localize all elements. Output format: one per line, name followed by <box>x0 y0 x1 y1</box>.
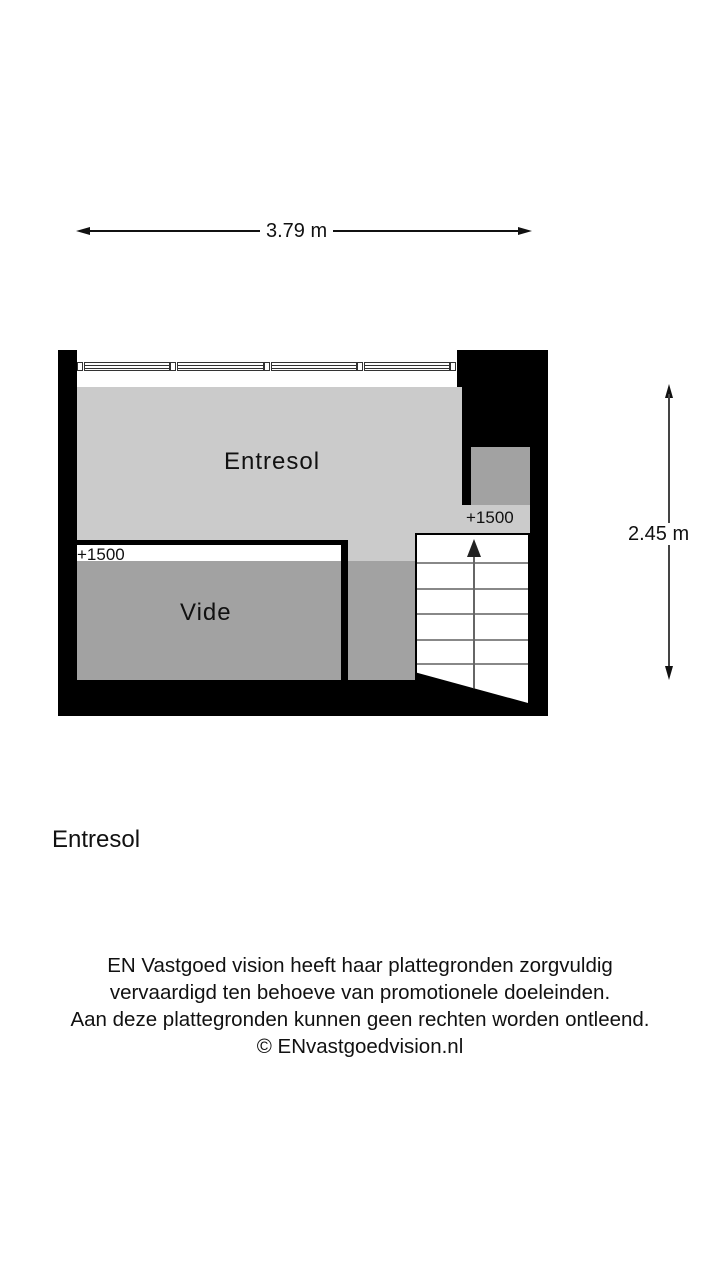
copyright-line: © ENvastgoedvision.nl <box>256 1035 464 1058</box>
room-label-entresol: Entresol <box>224 448 321 475</box>
level-label-vide-edge: +1500 <box>77 545 125 564</box>
lower-floor <box>348 561 416 680</box>
arrow-right-icon <box>518 227 532 235</box>
staircase-treads <box>417 535 528 703</box>
floor-plan <box>58 350 548 716</box>
disclaimer-line-2: vervaardigd ten behoeve van promotionele doeleinden. <box>109 981 611 1004</box>
room-label-vide: Vide <box>180 599 232 626</box>
disclaimer-line-3: Aan deze plattegronden kunnen geen rechten worden ontleend. <box>70 1008 650 1031</box>
disclaimer-line-1: EN Vastgoed vision heeft haar plattegronden zorgvuldig <box>107 954 613 977</box>
window-mullion <box>170 362 176 371</box>
window-mullion <box>357 362 363 371</box>
window-pane <box>84 362 170 371</box>
floor-caption: Entresol <box>52 826 141 853</box>
window-mullion <box>77 362 83 371</box>
level-label-stair-top: +1500 <box>466 508 514 527</box>
height-dimension-label: 2.45 m <box>628 523 690 545</box>
window-mullion <box>450 362 456 371</box>
stair-direction-line <box>473 549 475 703</box>
stair-up-arrow-icon <box>467 539 481 557</box>
window-pane <box>271 362 357 371</box>
niche-floor <box>471 447 530 505</box>
width-dimension-label: 3.79 m <box>260 220 333 242</box>
window-pane <box>364 362 450 371</box>
window-pane <box>177 362 264 371</box>
inner-wall <box>462 387 470 505</box>
window <box>77 362 457 371</box>
arrow-down-icon <box>665 666 673 680</box>
disclaimer <box>0 952 720 1060</box>
window-mullion <box>264 362 270 371</box>
staircase <box>415 533 530 705</box>
